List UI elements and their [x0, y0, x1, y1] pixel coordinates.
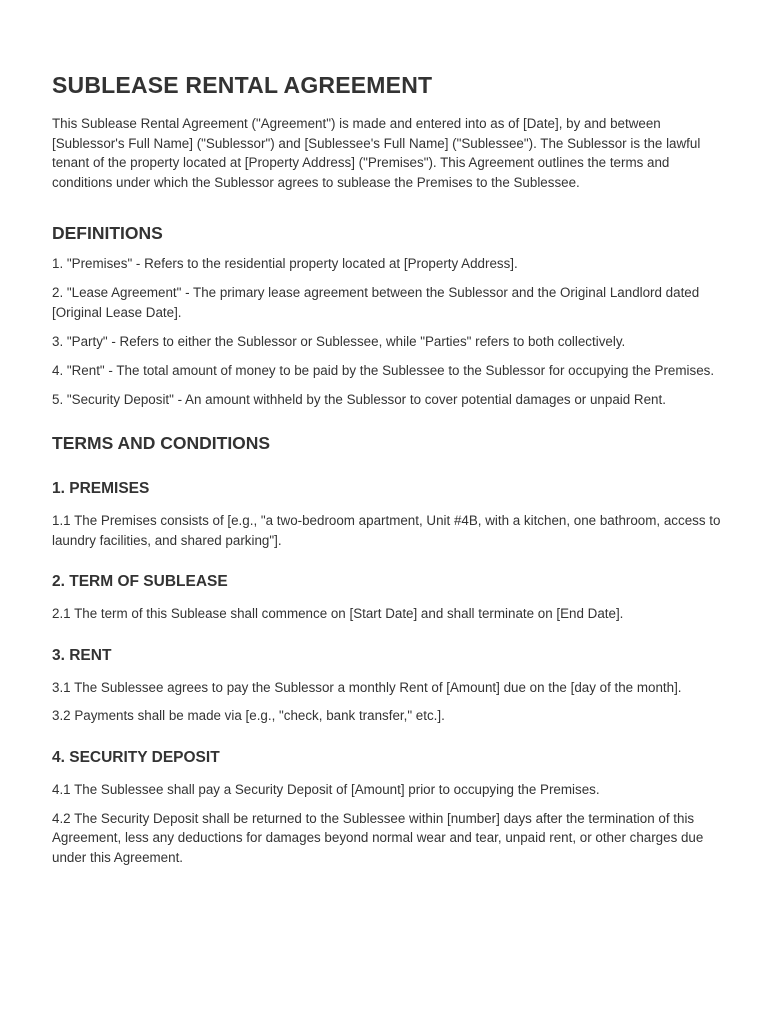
document-page [52, 70, 722, 889]
section-heading: 1. PREMISES [52, 479, 150, 497]
section-heading: 3. RENT [52, 646, 112, 664]
definition-item: 2. "Lease Agreement" - The primary lease agreement between the Sublessor and the Original Landlord dated [Original Lease Date]. [52, 285, 700, 321]
section-paragraph: 1.1 The Premises consists of [e.g., "a two-bedroom apartment, Unit #4B, with a kitchen, one bathroom, access to laundry facilities, and shared parking"]. [52, 512, 721, 548]
section-paragraph: 4.2 The Security Deposit shall be returned to the Sublessee within [number] days after the termination of this Agreement, less any deductions for damages beyond normal wear and tear, unpaid rent, or other charges due under this Agreement. [52, 810, 704, 865]
definition-item: 3. "Party" - Refers to either the Sublessor or Sublessee, while "Parties" refers to both collectively. [52, 334, 626, 350]
section-paragraph: 3.2 Payments shall be made via [e.g., "check, bank transfer," etc.]. [52, 708, 445, 724]
terms-heading: TERMS AND CONDITIONS [52, 432, 271, 453]
section-rent [52, 646, 722, 726]
section-heading: 2. TERM OF SUBLEASE [52, 573, 228, 591]
definition-item: 4. "Rent" - The total amount of money to be paid by the Sublessee to the Sublessor for occupying the Premises. [52, 363, 715, 379]
definition-item: 5. "Security Deposit" - An amount withheld by the Sublessor to cover potential damages or unpaid Rent. [52, 392, 666, 408]
section-premises [52, 479, 722, 550]
definition-item: 1. "Premises" - Refers to the residential property located at [Property Address]. [52, 256, 518, 272]
section-security-deposit [52, 748, 722, 867]
document-title: SUBLEASE RENTAL AGREEMENT [52, 72, 433, 98]
section-paragraph: 2.1 The term of this Sublease shall commence on [Start Date] and shall terminate on [End Date]. [52, 606, 624, 622]
section-heading: 4. SECURITY DEPOSIT [52, 748, 220, 766]
definitions-heading: DEFINITIONS [52, 223, 163, 244]
section-paragraph: 4.1 The Sublessee shall pay a Security Deposit of [Amount] prior to occupying the Premises. [52, 781, 600, 797]
intro-paragraph: This Sublease Rental Agreement ("Agreement") is made and entered into as of [Date], by and between [Sublessor's Full Name] ("Sublessor") and [Sublessee's Full Name] ("Sublessee"). The Sublessor is the lawful tenant of the property located at [Property Address] ("Premises"). This Agreement outlines the terms and conditions under which the Sublessor agrees to sublease the Premises to the Sublessee. [52, 116, 701, 190]
section-paragraph: 3.1 The Sublessee agrees to pay the Sublessor a monthly Rent of [Amount] due on the [day of the month]. [52, 679, 682, 695]
section-term [52, 572, 722, 624]
